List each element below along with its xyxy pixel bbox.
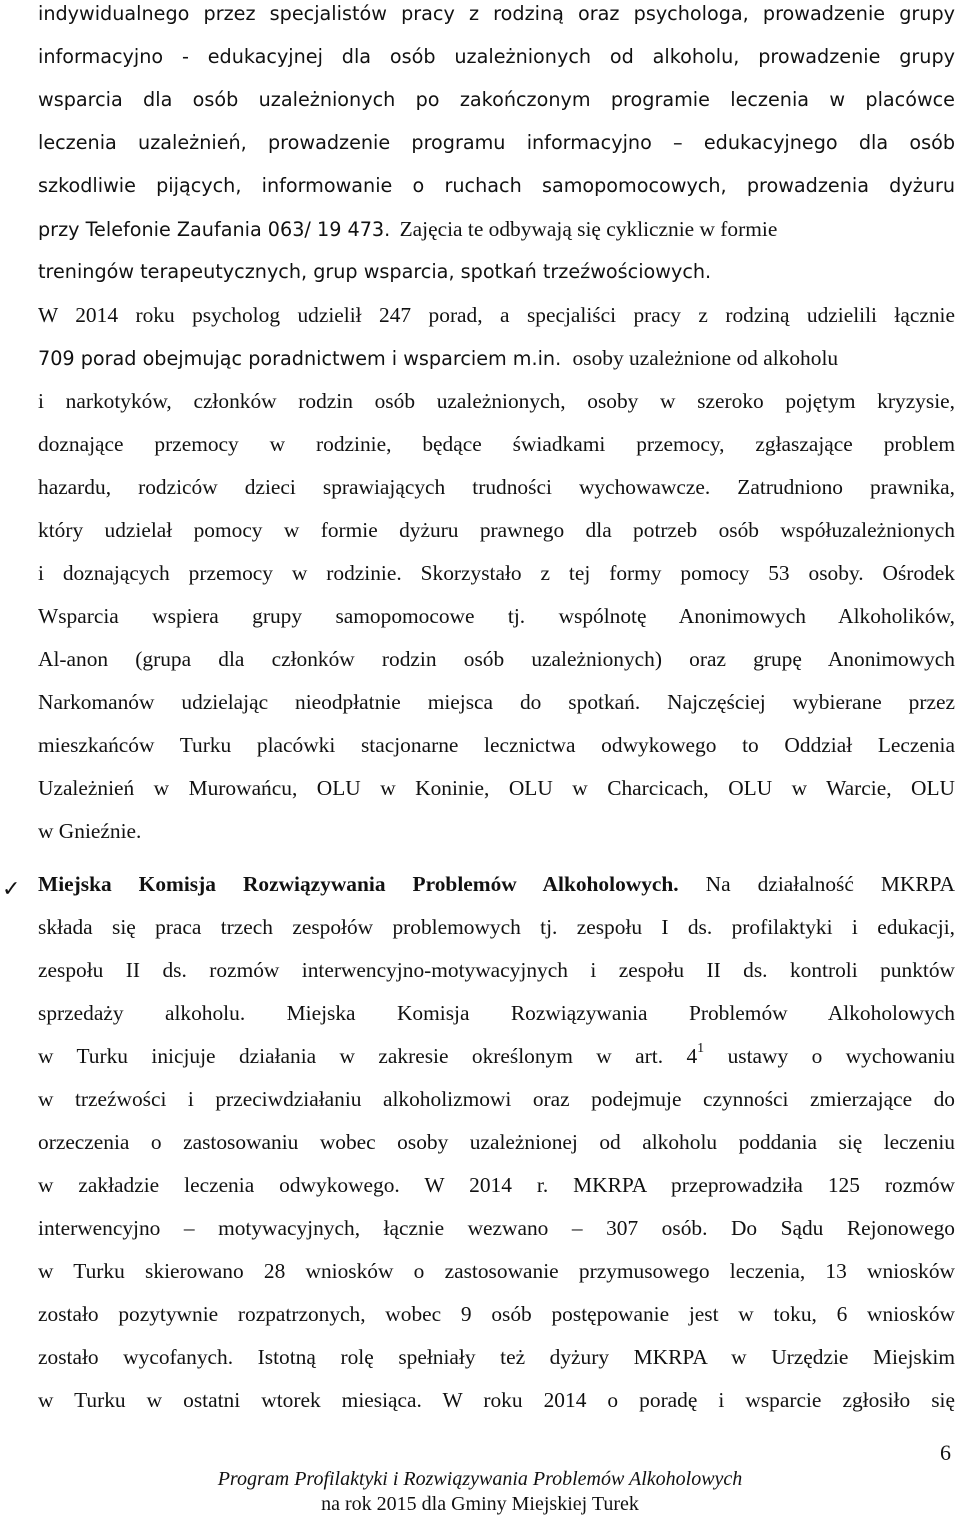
text-line: w trzeźwości i przeciwdziałaniu alkoholizmowi oraz podejmuje czynności zmierzające do <box>38 1087 955 1111</box>
text-line: i narkotyków, członków rodzin osób uzależnionych, osoby w szeroko pojętym kryzysie, <box>38 389 955 413</box>
text-line: zespołu II ds. rozmów interwencyjno-motywacyjnych i zespołu II ds. kontroli punktów <box>38 958 955 982</box>
text-line: w zakładzie leczenia odwykowego. W 2014 r. MKRPA przeprowadziła 125 rozmów <box>38 1173 955 1197</box>
mkrpa-heading-line <box>38 864 955 904</box>
checkmark-icon: ✓ <box>2 877 21 902</box>
text-segment: 709 porad obejmując poradnictwem i wsparciem m.in. <box>38 347 562 370</box>
text-line: mieszkańców Turku placówki stacjonarne lecznictwa odwykowego to Oddział Leczenia <box>38 733 955 757</box>
section-heading: Miejska Komisja Rozwiązywania Problemów Alkoholowych. <box>38 872 679 896</box>
text-line: który udzielał pomocy w formie dyżuru prawnego dla potrzeb osób współuzależnionych <box>38 518 955 542</box>
text-line: szkodliwie pijących, informowanie o ruchach samopomocowych, prowadzenia dyżuru <box>38 174 955 197</box>
text-line: hazardu, rodziców dzieci sprawiających trudności wychowawcze. Zatrudniono prawnika, <box>38 475 955 499</box>
text-line: orzeczenia o zastosowaniu wobec osoby uzależnionej od alkoholu poddania się leczeniu <box>38 1130 955 1154</box>
text-line: Al-anon (grupa dla członków rodzin osób uzależnionych) oraz grupę Anonimowych <box>38 647 955 671</box>
text-segment: osoby uzależnione od alkoholu <box>572 346 839 370</box>
text-segment: przy Telefonie Zaufania 063/ 19 473. <box>38 218 391 241</box>
text-line: wsparcia dla osób uzależnionych po zakończonym programie leczenia w placówce <box>38 88 955 111</box>
text-segment: ustawy o wychowaniu <box>704 1044 955 1068</box>
superscript: 1 <box>697 1040 705 1056</box>
footer-subtitle: na rok 2015 dla Gminy Miejskiej Turek <box>321 1493 639 1515</box>
text-line: w Turku skierowano 28 wniosków o zastosowanie przymusowego leczenia, 13 wniosków <box>38 1259 955 1283</box>
text-line: w Turku w ostatni wtorek miesiąca. W roku 2014 o poradę i wsparcie zgłosiło się <box>38 1388 955 1412</box>
text-line: składa się praca trzech zespołów problemowych tj. zespołu I ds. profilaktyki i edukacji, <box>38 915 955 939</box>
text-line: indywidualnego przez specjalistów pracy z rodziną oraz psychologa, prowadzenie grupy <box>38 2 955 25</box>
text-line: zostało wycofanych. Istotną rolę spełniały też dyżury MKRPA w Urzędzie Miejskim <box>38 1345 955 1369</box>
text-line: W 2014 roku psycholog udzielił 247 porad, a specjaliści pracy z rodziną udzielili łącznie <box>38 303 955 327</box>
text-segment: w Turku inicjuje działania w zakresie określonym w art. 4 <box>38 1044 698 1068</box>
text-segment: Na działalność MKRPA <box>678 872 955 896</box>
text-line: sprzedaży alkoholu. Miejska Komisja Rozwiązywania Problemów Alkoholowych <box>38 1001 955 1025</box>
text-line: Uzależnień w Murowańcu, OLU w Koninie, OLU w Charcicach, OLU w Warcie, OLU <box>38 776 955 800</box>
text-segment: Zajęcia te odbywają się cyklicznie w formie <box>399 217 778 241</box>
text-line-with-superscript <box>38 1036 955 1076</box>
text-line: Wsparcia wspiera grupy samopomocowe tj. wspólnotę Anonimowych Alkoholików, <box>38 604 955 628</box>
text-line: informacyjno - edukacyjnej dla osób uzależnionych od alkoholu, prowadzenie grupy <box>38 45 955 68</box>
text-line-mixed <box>38 209 777 249</box>
text-line: leczenia uzależnień, prowadzenie programu informacyjno – edukacyjnego dla osób <box>38 131 955 154</box>
text-line: zostało pozytywnie rozpatrzonych, wobec 9 osób postępowanie jest w toku, 6 wniosków <box>38 1302 955 1326</box>
text-line-mixed <box>38 338 838 378</box>
text-line: doznające przemocy w rodzinie, będące świadkami przemocy, zgłaszające problem <box>38 432 955 456</box>
text-line: i doznających przemocy w rodzinie. Skorzystało z tej formy pomocy 53 osoby. Ośrodek <box>38 561 955 585</box>
footer-title: Program Profilaktyki i Rozwiązywania Problemów Alkoholowych <box>217 1468 743 1490</box>
text-line: w Gnieźnie. <box>38 819 142 843</box>
text-line: treningów terapeutycznych, grup wsparcia, spotkań trzeźwościowych. <box>38 260 712 283</box>
text-line: Narkomanów udzielając nieodpłatnie miejsca do spotkań. Najczęściej wybierane przez <box>38 690 955 714</box>
page-number: 6 <box>940 1440 951 1465</box>
text-line: interwencyjno – motywacyjnych, łącznie wezwano – 307 osób. Do Sądu Rejonowego <box>38 1216 955 1240</box>
